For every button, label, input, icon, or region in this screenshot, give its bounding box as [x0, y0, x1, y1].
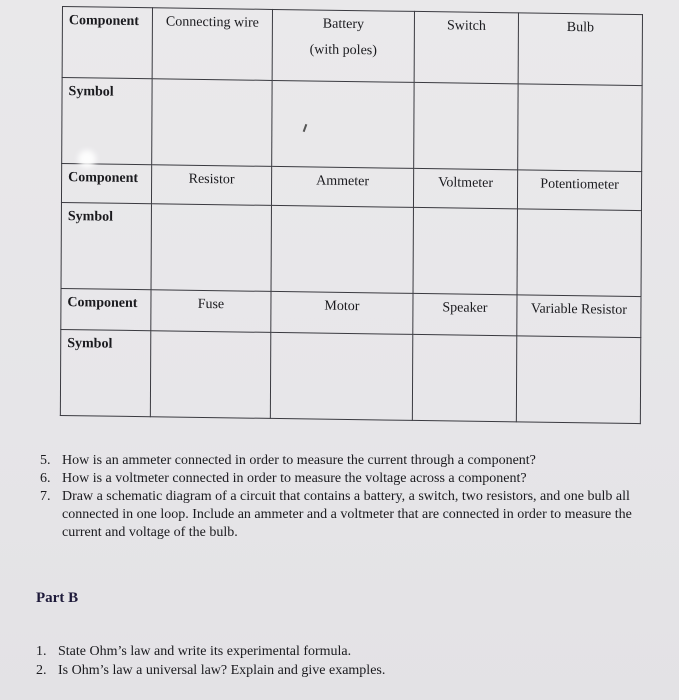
battery-note: (with poles) — [309, 42, 377, 59]
question-number: 2. — [36, 663, 47, 678]
question-text: How is a voltmeter connected in order to measure the voltage across a component? — [62, 471, 527, 486]
symbol-cell[interactable] — [152, 79, 272, 167]
list-item — [36, 661, 636, 680]
question-number: 5. — [40, 453, 51, 468]
symbol-cell[interactable] — [272, 80, 414, 168]
part-b-heading: Part B — [36, 590, 79, 606]
list-item — [36, 642, 636, 661]
symbol-cell[interactable] — [414, 82, 518, 169]
symbol-cell[interactable] — [150, 331, 270, 419]
symbol-cell[interactable] — [151, 204, 271, 292]
row-label-component: Component — [68, 13, 139, 30]
symbol-cell[interactable] — [412, 334, 516, 421]
symbol-cell[interactable] — [516, 336, 640, 424]
table-row — [60, 329, 640, 423]
cell-switch: Switch — [446, 18, 486, 34]
symbol-cell[interactable] — [413, 207, 517, 294]
table-row — [61, 202, 641, 296]
symbol-cell[interactable] — [270, 332, 412, 420]
cell-battery — [273, 10, 414, 66]
cell-bulb: Bulb — [566, 20, 595, 36]
table-row — [62, 78, 642, 172]
table-row — [62, 7, 642, 86]
cell-motor: Motor — [324, 298, 360, 315]
question-list — [40, 452, 665, 542]
row-label-symbol: Symbol — [67, 336, 113, 352]
cell-ammeter: Ammeter — [316, 173, 370, 190]
symbol-cell[interactable] — [271, 205, 413, 293]
row-label-symbol: Symbol — [68, 84, 114, 100]
cell-voltmeter: Voltmeter — [438, 175, 494, 192]
question-number: 1. — [36, 644, 47, 659]
row-label-symbol: Symbol — [67, 209, 114, 225]
battery-label: Battery — [322, 16, 365, 33]
cell-potentiometer: Potentiometer — [540, 176, 619, 193]
question-text: Draw a schematic diagram of a circuit that contains a battery, a switch, two resistors, and one bulb all connected in one loop. Include an ammeter and a voltmeter that are connected in order to measure the current and voltage of the bulb. — [62, 489, 632, 540]
question-text: State Ohm’s law and write its experimental formula. — [58, 644, 352, 659]
row-label-component: Component — [67, 295, 138, 312]
question-number: 6. — [40, 471, 51, 486]
question-number: 7. — [40, 489, 51, 504]
part-b-question-list — [36, 642, 636, 680]
cell-speaker: Speaker — [442, 300, 488, 316]
symbol-cell[interactable] — [517, 209, 641, 297]
question-text: How is an ammeter connected in order to measure the current through a component? — [62, 453, 536, 468]
cell-resistor: Resistor — [188, 171, 235, 188]
symbol-cell[interactable] — [518, 84, 642, 172]
question-text: Is Ohm’s law a universal law? Explain and give examples. — [58, 663, 386, 678]
list-item — [40, 470, 665, 488]
row-label-component: Component — [68, 170, 139, 187]
light-glare — [78, 150, 96, 168]
components-table — [60, 6, 643, 424]
list-item — [40, 488, 665, 542]
list-item — [40, 452, 665, 470]
cell-fuse: Fuse — [197, 296, 225, 313]
cell-connecting-wire: Connecting wire — [165, 14, 259, 31]
cell-variable-resistor: Variable Resistor — [530, 301, 627, 318]
